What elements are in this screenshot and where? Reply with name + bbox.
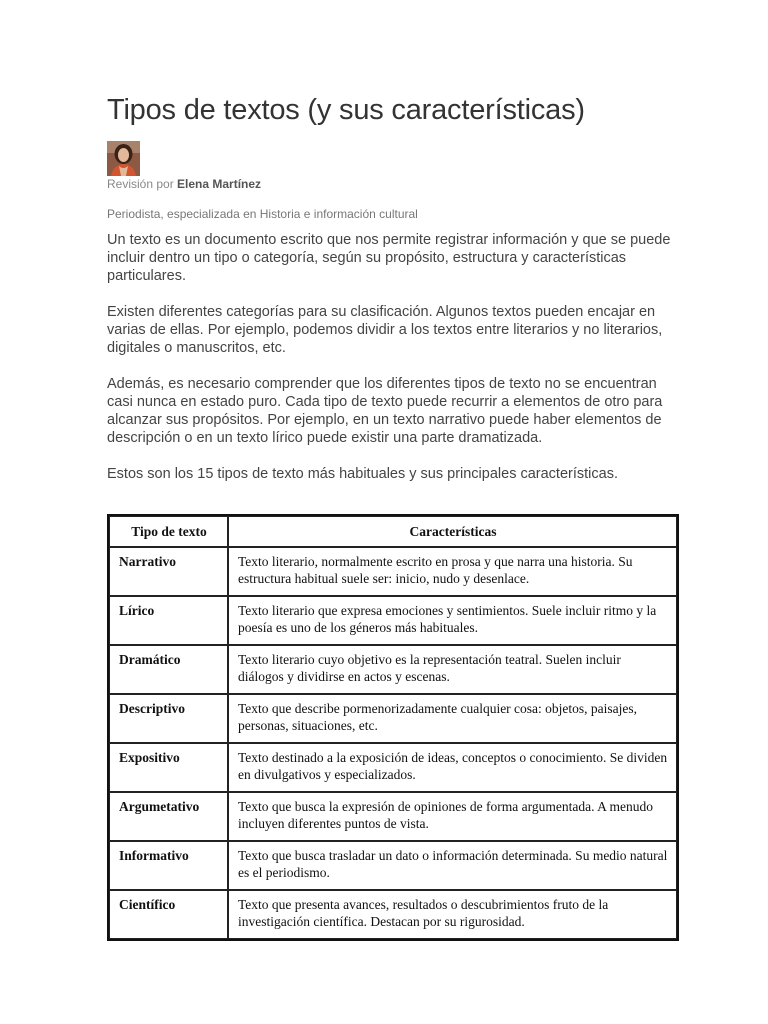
text-type-cell: Expositivo [109,743,228,792]
text-type-cell: Argumetativo [109,792,228,841]
text-type-cell: Narrativo [109,547,228,596]
table-row [109,743,677,792]
characteristics-cell: Texto literario que expresa emociones y sentimientos. Suele incluir ritmo y la poesía es uno de los géneros más habituales. [228,596,677,645]
article-body [107,231,681,483]
characteristics-cell: Texto que busca la expresión de opiniones de forma argumentada. A menudo incluyen diferentes puntos de vista. [228,792,677,841]
text-type-cell: Dramático [109,645,228,694]
author-portrait-icon [107,141,140,176]
text-type-cell: Descriptivo [109,694,228,743]
characteristics-cell: Texto literario, normalmente escrito en prosa y que narra una historia. Su estructura habitual suele ser: inicio, nudo y desenlace. [228,547,677,596]
table-row [109,694,677,743]
table-row [109,645,677,694]
paragraph: Un texto es un documento escrito que nos permite registrar información y que se puede incluir dentro un tipo o categoría, según su propósito, estructura y características particulares. [107,232,671,284]
page-title: Tipos de textos (y sus características) [107,94,585,126]
table-intro: Estos son los 15 tipos de texto más habituales y sus principales características. [107,466,618,482]
characteristics-cell: Texto literario cuyo objetivo es la representación teatral. Suelen incluir diálogos y dividirse en actos y escenas. [228,645,677,694]
characteristics-cell: Texto que describe pormenorizadamente cualquier cosa: objetos, paisajes, personas, situaciones, etc. [228,694,677,743]
characteristics-cell: Texto que presenta avances, resultados o descubrimientos fruto de la investigación científica. Destacan por su rigurosidad. [228,890,677,939]
paragraph: Existen diferentes categorías para su clasificación. Algunos textos pueden encajar en varias de ellas. Por ejemplo, podemos dividir a los textos entre literarios y no literarios, digitales o manuscritos, etc. [107,304,663,356]
table-row [109,792,677,841]
table-row [109,596,677,645]
text-type-cell: Científico [109,890,228,939]
paragraph: Además, es necesario comprender que los diferentes tipos de texto no se encuentran casi nunca en estado puro. Cada tipo de texto puede recurrir a elementos de otro para alcanzar sus propósitos. Por ejemplo, en un texto narrativo puede haber elementos de descripción o en un texto lírico puede existir una parte dramatizada. [107,376,663,446]
text-types-table [107,514,679,941]
text-type-cell: Informativo [109,841,228,890]
characteristics-cell: Texto destinado a la exposición de ideas, conceptos o conocimiento. Se dividen en divulgativos y especializados. [228,743,677,792]
table-row [109,547,677,596]
article [107,92,681,929]
author-role: Periodista, especializada en Historia e información cultural [107,207,418,221]
table-row [109,841,677,890]
table-header-row [109,516,677,547]
author-avatar[interactable] [107,141,140,176]
byline [107,177,261,191]
text-type-cell: Lírico [109,596,228,645]
table-row [109,890,677,939]
column-header-type: Tipo de texto [109,516,228,547]
author-name[interactable]: Elena Martínez [177,177,262,191]
column-header-characteristics: Características [228,516,677,547]
byline-prefix: Revisión por [107,177,178,191]
characteristics-cell: Texto que busca trasladar un dato o información determinada. Su medio natural es el periodismo. [228,841,677,890]
